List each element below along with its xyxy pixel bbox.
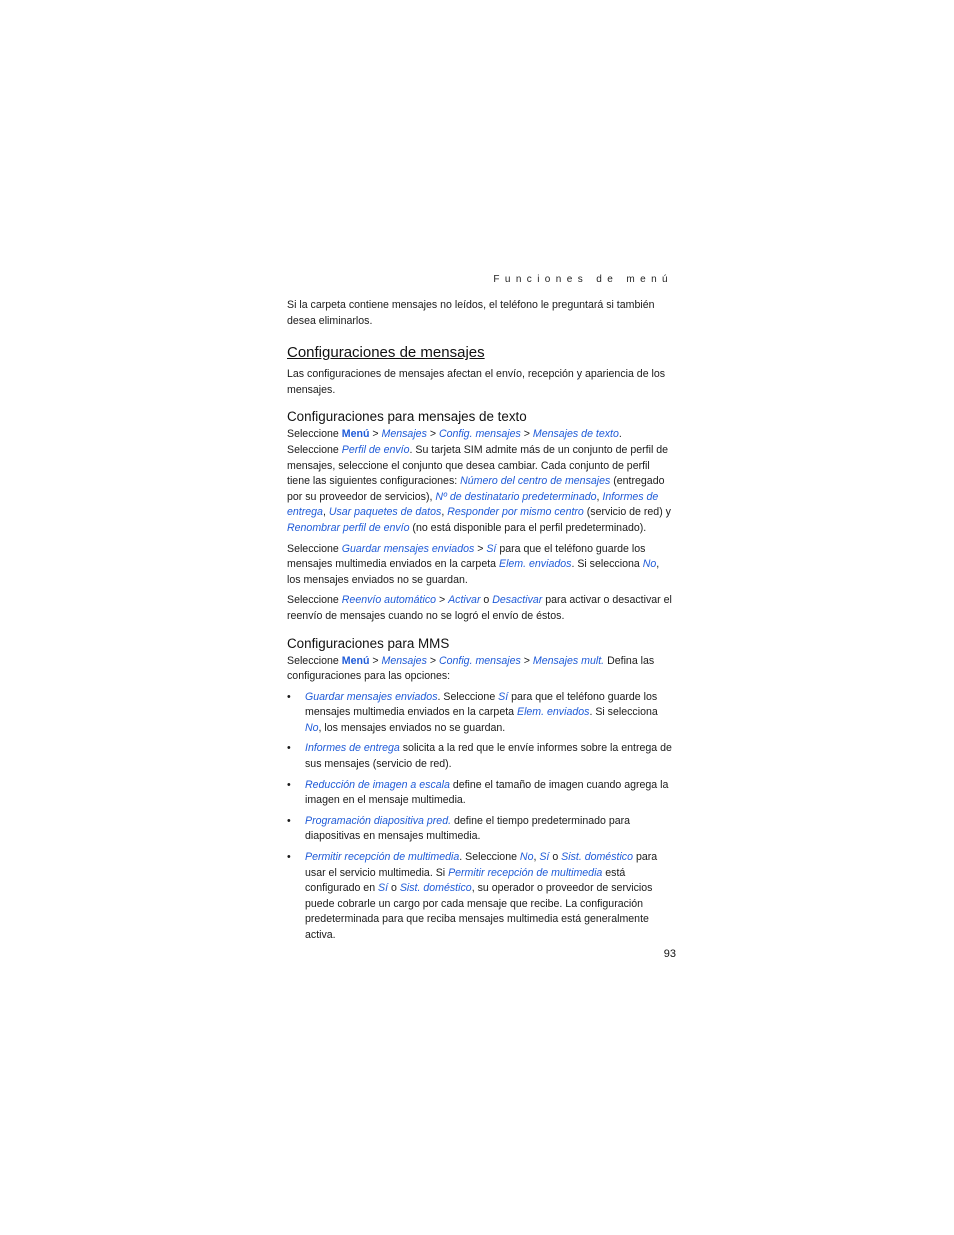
text: , los mensajes enviados no se guardan. xyxy=(287,558,660,586)
text: solicita a la red que le envíe informes sobre la entrega de sus mensajes (servicio de red). xyxy=(305,742,672,771)
link-mensajes[interactable]: Mensajes xyxy=(381,428,427,441)
text: o xyxy=(480,594,493,607)
separator: , xyxy=(441,506,448,519)
text: o xyxy=(549,851,562,864)
text: , los mensajes enviados no se guardan. xyxy=(318,721,506,734)
list-item xyxy=(287,814,675,845)
bullet: • xyxy=(287,690,291,703)
link-permitir-recepcion-multimedia[interactable]: Permitir recepción de multimedia xyxy=(448,866,603,879)
page-number: 93 xyxy=(663,948,676,960)
link-si[interactable]: Sí xyxy=(498,690,509,703)
text: . Seleccione xyxy=(437,690,499,703)
text: . Seleccione xyxy=(287,428,622,456)
separator: , xyxy=(533,851,540,864)
menu-link[interactable]: Menú xyxy=(341,428,370,441)
text: define el tiempo predeterminado para diapositivas en mensajes multimedia. xyxy=(305,814,631,843)
link-sist-domestico[interactable]: Sist. doméstico xyxy=(399,882,472,895)
text: , su operador o proveedor de servicios puede cobrarle un cargo por cada mensaje que recibe. La configuración predeterminada para que reciba mensajes multimedia está generalmente activa. xyxy=(305,882,653,941)
bullet: • xyxy=(287,778,291,791)
link-mensajes-mult[interactable]: Mensajes mult. xyxy=(532,654,605,667)
link-usar-paquetes-de-datos[interactable]: Usar paquetes de datos xyxy=(328,506,442,519)
link-activar[interactable]: Activar xyxy=(448,594,481,607)
text-settings-paragraph-3 xyxy=(287,593,675,624)
link-perfil-de-envio[interactable]: Perfil de envío xyxy=(341,443,410,456)
text: . Su tarjeta SIM admite más de un conjunto de perfil de mensajes, seleccione el conjunto que desea cambiar. Cada conjunto de perfil tiene las siguientes configuraciones: xyxy=(287,443,669,488)
link-mensajes[interactable]: Mensajes xyxy=(381,654,427,667)
separator: > xyxy=(369,428,382,441)
link-no[interactable]: No xyxy=(305,721,319,734)
bullet: • xyxy=(287,851,291,864)
mms-options-list xyxy=(287,690,675,944)
link-renombrar-perfil-de-envio[interactable]: Renombrar perfil de envío xyxy=(287,521,410,534)
link-numero-centro-mensajes[interactable]: Número del centro de mensajes xyxy=(460,475,611,488)
subsection-title-text-messages: Configuraciones para mensajes de texto xyxy=(287,409,527,425)
link-responder-por-mismo-centro[interactable]: Responder por mismo centro xyxy=(447,506,584,519)
link-config-mensajes[interactable]: Config. mensajes xyxy=(438,428,521,441)
text: Defina las configuraciones para las opciones: xyxy=(287,654,655,683)
text: para activar o desactivar el reenvío de mensajes cuando no se logró el envío de éstos. xyxy=(287,594,672,622)
text: . Si selecciona xyxy=(571,558,643,571)
separator: > xyxy=(520,654,533,667)
link-reduccion-de-imagen[interactable]: Reducción de imagen a escala xyxy=(305,778,450,791)
link-sist-domestico[interactable]: Sist. doméstico xyxy=(561,851,633,864)
link-no[interactable]: No xyxy=(519,851,534,864)
text: define el tamaño de imagen cuando agrega la imagen en el mensaje multimedia. xyxy=(305,778,669,807)
link-no[interactable]: No xyxy=(642,558,657,571)
text: (entregado por su proveedor de servicios), xyxy=(287,475,665,503)
link-guardar-mensajes-enviados[interactable]: Guardar mensajes enviados xyxy=(341,542,475,555)
link-elem-enviados[interactable]: Elem. enviados xyxy=(499,558,572,571)
separator: > xyxy=(474,542,487,555)
link-elem-enviados[interactable]: Elem. enviados xyxy=(517,706,590,719)
text: para usar el servicio multimedia. Si xyxy=(305,851,658,879)
text: Seleccione xyxy=(287,542,342,555)
text: Seleccione xyxy=(287,594,342,607)
text: para que el teléfono guarde los mensajes multimedia enviados en la carpeta xyxy=(287,542,646,571)
bullet: • xyxy=(287,742,291,755)
text: Seleccione xyxy=(287,654,342,667)
text: o xyxy=(388,882,400,895)
link-desactivar[interactable]: Desactivar xyxy=(492,594,543,607)
link-permitir-recepcion-multimedia[interactable]: Permitir recepción de multimedia xyxy=(305,851,460,864)
link-si[interactable]: Sí xyxy=(378,882,389,895)
link-si[interactable]: Sí xyxy=(486,542,497,555)
separator: > xyxy=(369,654,382,667)
text: está configurado en xyxy=(305,866,626,895)
text: . Seleccione xyxy=(459,851,520,864)
text: Seleccione xyxy=(287,428,342,441)
link-guardar-mensajes-enviados[interactable]: Guardar mensajes enviados xyxy=(305,690,438,703)
section-description: Las configuraciones de mensajes afectan el envío, recepción y apariencia de los mensajes. xyxy=(287,368,666,396)
link-destinatario-predeterminado[interactable]: Nº de destinatario predeterminado xyxy=(435,490,597,503)
intro-paragraph: Si la carpeta contiene mensajes no leídos, el teléfono le preguntará si también desea eliminarlos. xyxy=(287,299,655,327)
text: (servicio de red) y xyxy=(583,506,671,519)
separator: > xyxy=(436,594,449,607)
section-title-message-settings: Configuraciones de mensajes xyxy=(287,344,485,362)
link-reenvio-automatico[interactable]: Reenvío automático xyxy=(341,594,437,607)
menu-link[interactable]: Menú xyxy=(341,654,370,667)
bullet: • xyxy=(287,814,291,827)
link-informes-de-entrega[interactable]: Informes de entrega xyxy=(305,742,400,755)
mms-settings-paragraph xyxy=(287,654,675,685)
separator: > xyxy=(426,428,439,441)
running-header: Funciones de menú xyxy=(493,274,673,285)
separator: , xyxy=(322,506,329,519)
text: (no está disponible para el perfil predeterminado). xyxy=(409,521,647,534)
separator: > xyxy=(520,428,533,441)
text-settings-paragraph-1 xyxy=(287,427,675,536)
separator: , xyxy=(596,490,603,503)
list-item xyxy=(287,778,675,809)
subsection-title-mms: Configuraciones para MMS xyxy=(287,635,450,651)
link-si[interactable]: Sí xyxy=(539,851,550,864)
list-item xyxy=(287,741,675,772)
page-content xyxy=(287,298,675,949)
text: para que el teléfono guarde los mensajes multimedia enviados en la carpeta xyxy=(305,690,658,719)
link-programacion-diapositiva[interactable]: Programación diapositiva pred. xyxy=(305,814,452,827)
list-item xyxy=(287,690,675,737)
link-informes-de-entrega[interactable]: Informes de entrega xyxy=(287,490,659,519)
text: . Si selecciona xyxy=(589,706,658,719)
separator: > xyxy=(426,654,439,667)
link-mensajes-de-texto[interactable]: Mensajes de texto xyxy=(532,428,619,441)
link-config-mensajes[interactable]: Config. mensajes xyxy=(438,654,521,667)
text-settings-paragraph-2 xyxy=(287,542,675,589)
list-item xyxy=(287,850,675,944)
